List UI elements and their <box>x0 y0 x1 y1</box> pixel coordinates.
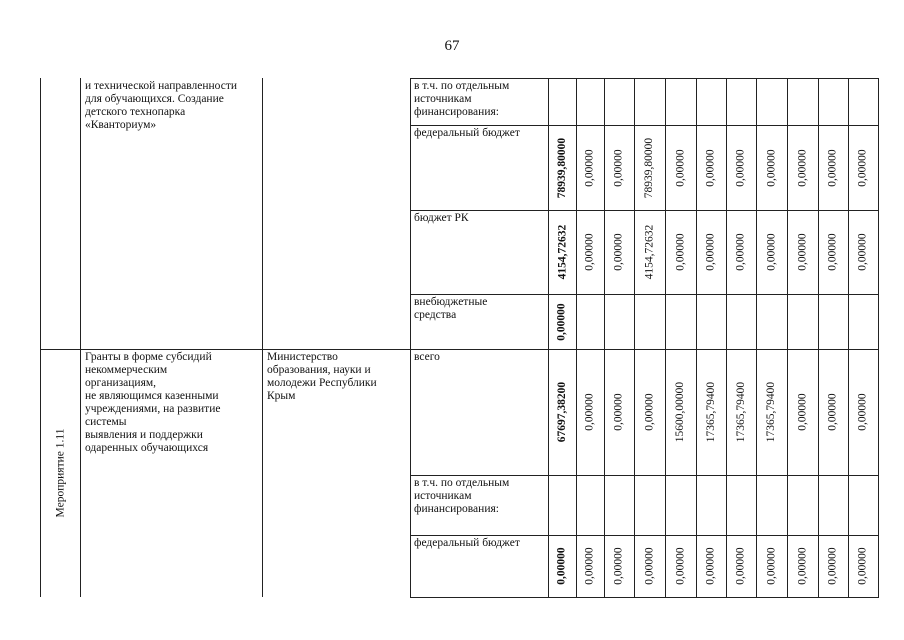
year-value-text: 15600,00000 <box>674 381 687 443</box>
year-value <box>696 78 726 125</box>
year-value <box>665 475 696 535</box>
year-value-text: 0,00000 <box>827 148 839 187</box>
year-value <box>756 125 787 210</box>
year-value <box>634 535 665 597</box>
year-value-text: 0,00000 <box>796 547 809 585</box>
year-value-text: 0,00000 <box>827 547 839 585</box>
year-value <box>576 210 604 294</box>
year-value <box>848 475 878 535</box>
total-value-text: 4154,72632 <box>556 224 568 280</box>
total-value-text: 67697,38200 <box>556 381 568 443</box>
funding-source: федеральный бюджет <box>414 127 520 139</box>
year-value-text: 4154,72632 <box>643 224 656 280</box>
year-value-text: 0,00000 <box>584 148 596 187</box>
year-value-text: 0,00000 <box>613 393 625 431</box>
year-value-text: 0,00000 <box>674 148 687 187</box>
year-value-text: 0,00000 <box>796 393 809 431</box>
page-number: 67 <box>444 38 460 54</box>
table-bottom-line <box>410 597 879 598</box>
year-value <box>604 210 634 294</box>
year-value <box>818 210 848 294</box>
year-value <box>604 125 634 210</box>
year-value <box>665 210 696 294</box>
year-value-text: 0,00000 <box>857 547 869 585</box>
year-value <box>787 349 818 475</box>
year-value <box>787 78 818 125</box>
year-value <box>848 294 878 349</box>
year-value <box>756 475 787 535</box>
year-value <box>604 475 634 535</box>
year-value <box>756 349 787 475</box>
total-value <box>548 535 576 597</box>
year-value <box>576 535 604 597</box>
year-value-text: 0,00000 <box>735 547 747 585</box>
year-value <box>756 210 787 294</box>
year-value <box>576 78 604 125</box>
year-value-text: 0,00000 <box>827 233 839 271</box>
year-value <box>726 349 756 475</box>
year-value <box>818 535 848 597</box>
year-value-text: 0,00000 <box>674 547 687 585</box>
year-value-text: 0,00000 <box>735 233 747 271</box>
total-value <box>548 475 576 535</box>
year-value-text: 17365,79400 <box>735 381 747 443</box>
value-col-border-3 <box>410 78 411 597</box>
year-value <box>696 535 726 597</box>
year-value-text: 0,00000 <box>735 148 747 187</box>
year-value <box>665 349 696 475</box>
year-value-text: 0,00000 <box>643 393 656 431</box>
year-value <box>604 78 634 125</box>
year-value <box>634 475 665 535</box>
year-value-text: 0,00000 <box>827 393 839 431</box>
event-description: Гранты в форме субсидий некоммерческим организациям, не являющимся казенными учреждениями, на развитие системы выявления и поддержки одаренных обучающихся <box>85 351 221 454</box>
total-value-text: 0,00000 <box>556 547 568 585</box>
year-value <box>818 294 848 349</box>
year-value-text: 0,00000 <box>643 547 656 585</box>
year-value-text: 0,00000 <box>705 547 717 585</box>
total-value-text: 78939,80000 <box>556 137 568 198</box>
year-value <box>696 294 726 349</box>
year-value <box>696 475 726 535</box>
year-value-text: 0,00000 <box>796 148 809 187</box>
year-value <box>726 125 756 210</box>
year-value <box>787 210 818 294</box>
year-value <box>756 294 787 349</box>
funding-source: всего <box>414 351 440 363</box>
year-value-text: 0,00000 <box>705 148 717 187</box>
year-value-text: 78939,80000 <box>643 137 656 198</box>
year-value-text: 0,00000 <box>613 233 625 271</box>
year-value <box>576 294 604 349</box>
year-value-text: 0,00000 <box>674 233 687 271</box>
total-value <box>548 78 576 125</box>
funding-source: бюджет РК <box>414 212 469 224</box>
funding-source: в т.ч. по отдельным источникам финансирования: <box>414 477 510 515</box>
year-value <box>726 294 756 349</box>
year-value <box>604 535 634 597</box>
year-value-text: 0,00000 <box>613 148 625 187</box>
total-value <box>548 294 576 349</box>
year-value-text: 17365,79400 <box>765 381 778 443</box>
year-value-text: 0,00000 <box>765 233 778 271</box>
year-value <box>665 78 696 125</box>
total-value <box>548 349 576 475</box>
total-value <box>548 125 576 210</box>
year-value-text: 0,00000 <box>857 393 869 431</box>
event-executor: Министерство образования, науки и молодежи Республики Крым <box>267 351 377 402</box>
year-value <box>604 294 634 349</box>
year-value <box>634 125 665 210</box>
year-value-text: 0,00000 <box>705 233 717 271</box>
year-value <box>634 210 665 294</box>
year-value <box>696 210 726 294</box>
year-value <box>818 125 848 210</box>
event-label-text: Мероприятие 1.11 <box>54 428 67 518</box>
year-value-text: 0,00000 <box>857 233 869 271</box>
year-value <box>576 349 604 475</box>
year-value-text: 0,00000 <box>613 547 625 585</box>
year-value <box>756 535 787 597</box>
year-value <box>665 535 696 597</box>
year-value <box>818 475 848 535</box>
year-value <box>726 535 756 597</box>
year-value <box>634 294 665 349</box>
year-value <box>576 125 604 210</box>
event-label <box>40 349 80 597</box>
year-value <box>696 349 726 475</box>
year-value <box>787 125 818 210</box>
year-value <box>634 349 665 475</box>
year-value <box>665 294 696 349</box>
funding-source: федеральный бюджет <box>414 537 520 549</box>
year-value <box>576 475 604 535</box>
total-value <box>548 210 576 294</box>
col-border-1 <box>80 78 81 597</box>
year-value <box>634 78 665 125</box>
year-value <box>848 78 878 125</box>
year-value-text: 0,00000 <box>796 233 809 271</box>
year-value <box>726 475 756 535</box>
col-border-2 <box>262 78 263 597</box>
funding-source: внебюджетные средства <box>414 296 488 321</box>
year-value <box>696 125 726 210</box>
year-value-text: 0,00000 <box>584 547 596 585</box>
year-value <box>848 535 878 597</box>
value-col-border-15 <box>878 78 879 597</box>
year-value <box>848 210 878 294</box>
year-value-text: 0,00000 <box>584 393 596 431</box>
year-value <box>818 349 848 475</box>
year-value <box>726 78 756 125</box>
year-value-text: 0,00000 <box>765 547 778 585</box>
event-description: и технической направленности для обучающихся. Создание детского технопарка «Кванториум» <box>85 80 237 131</box>
year-value <box>756 78 787 125</box>
year-value-text: 17365,79400 <box>705 381 717 443</box>
year-value <box>726 210 756 294</box>
year-value <box>848 125 878 210</box>
funding-source: в т.ч. по отдельным источникам финансирования: <box>414 80 510 118</box>
total-value-text: 0,00000 <box>556 302 568 341</box>
event-separator <box>40 349 410 350</box>
year-value <box>787 475 818 535</box>
year-value <box>787 535 818 597</box>
year-value-text: 0,00000 <box>857 148 869 187</box>
year-value <box>848 349 878 475</box>
year-value <box>787 294 818 349</box>
year-value-text: 0,00000 <box>765 148 778 187</box>
year-value <box>665 125 696 210</box>
year-value <box>604 349 634 475</box>
year-value <box>818 78 848 125</box>
year-value-text: 0,00000 <box>584 233 596 271</box>
